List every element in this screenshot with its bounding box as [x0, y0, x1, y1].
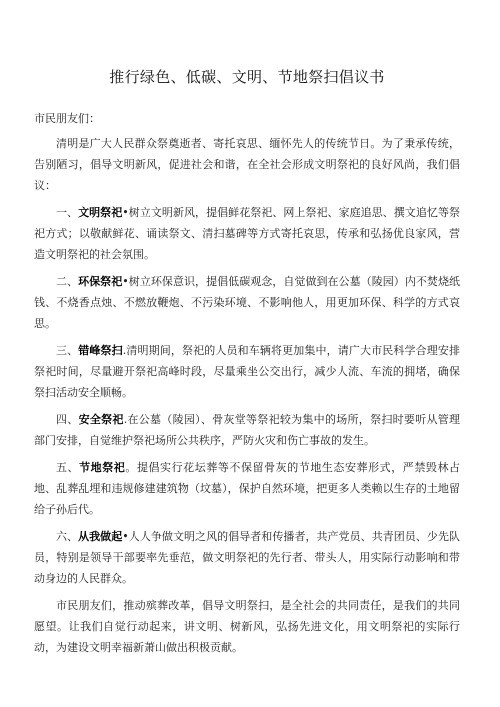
item-text: 人人争做文明之风的倡导者和传播者，共产党员、共青团员、少先队员，特别是领导干部要率先垂范，做文明祭祀的先行者、带头人，用实际行动影响和带动身边的人民群众。: [34, 530, 461, 585]
item-paragraph-4: [34, 409, 460, 451]
item-separator: •: [122, 275, 129, 288]
item-separator: .: [122, 344, 127, 357]
item-number: 四、: [56, 413, 79, 426]
item-title: 从我做起: [78, 530, 123, 543]
item-title: 安全祭祀: [78, 413, 124, 426]
item-text: 在公墓（陵园）、骨灰堂等祭祀较为集中的场所，祭扫时要听从管理部门安排，自觉维护祭祀场所公共秩序，严防火灾和伤亡事故的发生。: [34, 413, 461, 447]
item-paragraph-2: [34, 271, 460, 334]
item-separator: .: [123, 413, 128, 426]
item-title: 环保祭祀: [78, 275, 123, 288]
item-number: 五、: [56, 461, 80, 474]
item-text: 清明期间，祭祀的人员和车辆将更加集中，请广大市民科学合理安排祭祀时间，尽量避开祭祀高峰时段，尽量乘坐公交出行，减少人流、车流的拥堵，确保祭扫活动安全顺畅。: [34, 344, 460, 399]
item-separator: •: [122, 206, 129, 219]
item-paragraph-1: [34, 202, 460, 265]
item-paragraph-3: [34, 340, 460, 403]
item-text: 树立环保意识，提倡低碳观念，自觉做到在公墓（陵园）内不焚烧纸钱、不烧香点烛、不燃放鞭炮、不污染环境、不影响他人，用更加环保、科学的方式哀思。: [34, 275, 461, 330]
document-title: 推行绿色、低碳、文明、节地祭扫倡议书: [109, 68, 385, 86]
item-separator: •: [122, 530, 129, 543]
item-number: 二、: [56, 275, 79, 288]
closing-paragraph: 市民朋友们，推动殡葬改革，倡导文明祭扫，是全社会的共同责任，是我们的共同愿望。让我们自觉行动起来，讲文明、树新风，弘扬先进文化，用文明祭祀的实际行动，为建设文明幸福新萧山做出积极贡献。: [34, 599, 460, 654]
item-number: 六、: [56, 530, 79, 543]
item-title: 错峰祭扫: [78, 344, 123, 357]
intro-paragraph: 清明是广大人民群众祭奠逝者、寄托哀思、缅怀先人的传统节日。为了秉承传统，告别陋习，倡导文明新风，促进社会和谐，在全社会形成文明祭祀的良好风尚，我们倡议：: [34, 137, 460, 192]
item-separator: 。: [125, 461, 137, 474]
item-title: 节地祭祀: [79, 461, 126, 474]
item-number: 一、: [56, 206, 79, 219]
item-paragraph-5: [34, 457, 460, 520]
item-text: 提倡实行花坛葬等不保留骨灰的节地生态安葬形式，严禁毁林占地、乱葬乱埋和违规修建建筑物（坟墓），保护自然环境，把更多人类赖以生存的土地留给子孙后代。: [34, 461, 461, 516]
salutation: 市民朋友们：: [34, 112, 100, 125]
item-text: 树立文明新风，提倡鲜花祭祀、网上祭祀、家庭追思、撰文追忆等祭祀方式；以敬献鲜花、诵读祭文、清扫墓碑等方式寄托哀思，传承和弘扬优良家风，营造文明祭祀的社会氛围。: [34, 206, 461, 261]
item-number: 三、: [56, 344, 79, 357]
item-title: 文明祭祀: [78, 206, 123, 219]
item-paragraph-6: [34, 526, 460, 589]
